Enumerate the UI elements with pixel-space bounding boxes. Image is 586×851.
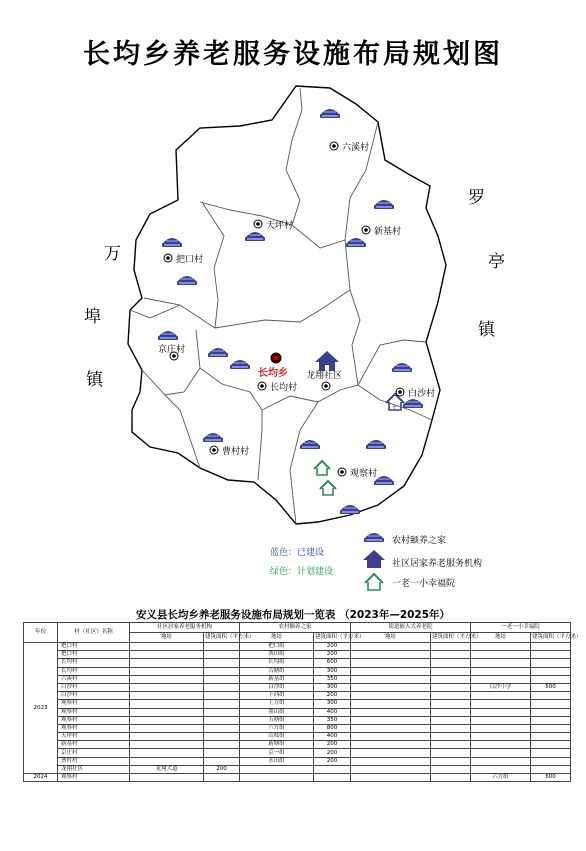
table-cell — [531, 749, 571, 757]
table-cell — [130, 716, 204, 724]
subheader: 地址 — [351, 633, 431, 643]
table-cell: 200 — [314, 651, 351, 659]
village-cell: 新基村 — [58, 741, 130, 749]
table-cell: 古塘组 — [240, 667, 314, 675]
village-pin — [164, 254, 172, 262]
table-cell — [351, 774, 431, 782]
table-header-row — [24, 623, 571, 633]
table-cell: 新塘组 — [240, 741, 314, 749]
table-cell — [431, 643, 471, 651]
header-group: 社区居家养老服务机构 — [130, 623, 240, 633]
table-cell — [431, 700, 471, 708]
table-cell — [471, 659, 531, 667]
table-cell — [204, 733, 240, 741]
subheader: 建筑面积（平方米） — [431, 633, 471, 643]
table-cell — [204, 651, 240, 659]
township-seat-marker — [271, 353, 281, 363]
table-cell — [471, 692, 531, 700]
village-pin — [330, 142, 338, 150]
table-cell — [351, 716, 431, 724]
table-cell — [431, 724, 471, 732]
village-pin — [338, 468, 346, 476]
table-row — [24, 765, 571, 773]
legend-label-rural-elderly-home: 农村颐养之家 — [392, 536, 447, 546]
table-cell: 350 — [314, 716, 351, 724]
table-cell: 400 — [314, 733, 351, 741]
table-cell — [351, 659, 431, 667]
subheader: 建筑面积（平方米） — [314, 633, 351, 643]
table-cell — [130, 757, 204, 765]
village-label-changjun: 长均村 — [270, 383, 298, 393]
table-cell — [471, 733, 531, 741]
table-row — [24, 692, 571, 700]
table-cell — [204, 724, 240, 732]
table-cell: 350 — [314, 675, 351, 683]
table-cell — [130, 692, 204, 700]
legend-label-one-old-one-young: 一老一小幸福院 — [392, 579, 456, 589]
table-cell — [130, 683, 204, 691]
village-pin — [322, 382, 330, 390]
table-cell — [531, 724, 571, 732]
table-cell — [204, 774, 240, 782]
table-cell — [130, 708, 204, 716]
table-cell — [531, 708, 571, 716]
table-cell — [431, 749, 471, 757]
table-cell — [130, 659, 204, 667]
table-cell — [531, 667, 571, 675]
table-cell — [130, 749, 204, 757]
legend-planned: 绿色：计划建设 — [270, 567, 334, 577]
year-cell: 2023 — [24, 643, 58, 774]
table-cell — [431, 708, 471, 716]
table-cell — [351, 651, 431, 659]
table-cell — [351, 733, 431, 741]
table-cell — [351, 675, 431, 683]
table-cell — [130, 724, 204, 732]
village-cell: 曹村村 — [58, 757, 130, 765]
village-cell: 观察村 — [58, 708, 130, 716]
table-row — [24, 724, 571, 732]
table-cell: 500 — [531, 683, 571, 691]
village-cell: 白沙村 — [58, 683, 130, 691]
township-seat-label: 长均乡 — [258, 368, 288, 379]
table-cell — [351, 667, 431, 675]
table-cell — [204, 675, 240, 683]
table-cell — [471, 757, 531, 765]
table-cell — [351, 765, 431, 773]
facility-table — [23, 622, 582, 782]
table-cell: 200 — [314, 749, 351, 757]
legend-label-community-care: 社区居家养老服务机构 — [392, 559, 483, 569]
village-label-jingzhuang: 京庄村 — [158, 345, 186, 355]
table-cell — [204, 749, 240, 757]
table-cell — [531, 659, 571, 667]
table-cell: 下西组 — [240, 692, 314, 700]
table-cell: 上方组 — [240, 700, 314, 708]
table-row — [24, 651, 571, 659]
village-cell: 长均村 — [58, 667, 130, 675]
table-cell — [531, 675, 571, 683]
table-row — [24, 708, 571, 716]
table-cell — [130, 700, 204, 708]
table-cell — [471, 765, 531, 773]
table-cell: 200 — [314, 741, 351, 749]
legend-built: 蓝色：已建设 — [270, 548, 325, 558]
village-cell: 京庄村 — [58, 749, 130, 757]
table-cell — [431, 667, 471, 675]
township-boundary — [128, 86, 446, 524]
table-cell — [471, 741, 531, 749]
table-row — [24, 659, 571, 667]
year-cell: 2024 — [24, 774, 58, 782]
table-cell — [204, 667, 240, 675]
table-row — [24, 700, 571, 708]
table-cell — [204, 659, 240, 667]
table-cell — [431, 757, 471, 765]
svg-text:+: + — [392, 404, 398, 411]
table-cell: 京一组 — [240, 749, 314, 757]
village-label-caocun: 曹村村 — [222, 447, 250, 457]
table-cell — [471, 749, 531, 757]
table-cell — [431, 659, 471, 667]
table-row — [24, 741, 571, 749]
table-cell: 300 — [314, 667, 351, 675]
village-cell: 长均村 — [58, 659, 130, 667]
table-row — [24, 716, 571, 724]
village-cell: 观察村 — [58, 774, 130, 782]
table-row — [24, 643, 571, 651]
village-cell: 观察村 — [58, 716, 130, 724]
table-cell: 山枝组 — [240, 733, 314, 741]
village-cell: 观察村 — [58, 700, 130, 708]
table-cell: 水田组 — [240, 757, 314, 765]
table-row — [24, 774, 571, 782]
table-row — [24, 667, 571, 675]
table-cell — [431, 733, 471, 741]
table-cell — [431, 692, 471, 700]
neighbor-east-3: 镇 — [478, 320, 495, 340]
neighbor-east-2: 亭 — [488, 252, 505, 272]
table-cell — [471, 708, 531, 716]
subheader: 建筑面积（平方米） — [204, 633, 240, 643]
table-cell — [204, 757, 240, 765]
village-cell: 把口村 — [58, 643, 130, 651]
table-cell — [240, 774, 314, 782]
table-cell: 西田组 — [240, 651, 314, 659]
table-cell — [471, 667, 531, 675]
table-row — [24, 757, 571, 765]
table-cell — [431, 741, 471, 749]
table-cell: 200 — [314, 692, 351, 700]
village-cell: 把口村 — [58, 651, 130, 659]
table-cell — [431, 683, 471, 691]
table-cell — [471, 716, 531, 724]
header-village: 村（社区）名称 — [58, 623, 130, 643]
table-cell — [351, 683, 431, 691]
village-label-tianping: 天坪村 — [266, 221, 294, 231]
table-cell: 新基组 — [240, 675, 314, 683]
table-cell — [431, 675, 471, 683]
table-cell — [531, 643, 571, 651]
table-cell — [130, 774, 204, 782]
table-cell — [531, 741, 571, 749]
table-cell: 白沙组 — [240, 683, 314, 691]
table-cell — [471, 675, 531, 683]
table-cell — [351, 708, 431, 716]
village-label-bakou: 把口村 — [176, 255, 204, 265]
table-cell — [431, 765, 471, 773]
table-cell — [314, 765, 351, 773]
table-cell: 墨山组 — [240, 708, 314, 716]
village-cell: 天坪村 — [58, 733, 130, 741]
table-cell: 400 — [314, 708, 351, 716]
table-title: 安义县长均乡养老服务设施布局规划一览表 （2023年—2025年） — [135, 609, 451, 621]
header-group: 街道嵌入式养老院 — [351, 623, 471, 633]
table-cell — [204, 643, 240, 651]
table-cell — [351, 700, 431, 708]
subheader: 地址 — [471, 633, 531, 643]
table-cell: 300 — [314, 700, 351, 708]
table-body — [24, 643, 571, 782]
table-cell — [531, 716, 571, 724]
table-cell — [130, 741, 204, 749]
village-label-guancha: 观察村 — [350, 469, 378, 479]
table-cell — [130, 651, 204, 659]
table-row — [24, 749, 571, 757]
table-cell — [431, 716, 471, 724]
table-cell — [471, 700, 531, 708]
table-cell — [204, 692, 240, 700]
village-pin — [254, 220, 262, 228]
header-group: 一老一小幸福院 — [471, 623, 571, 633]
village-label-longxiang: 龙翔社区 — [306, 371, 343, 381]
header-year: 年份 — [24, 623, 58, 643]
table-cell — [351, 724, 431, 732]
table-row — [24, 675, 571, 683]
village-pin — [258, 382, 266, 390]
village-label-xinji: 新基村 — [374, 227, 402, 237]
table-cell — [431, 774, 471, 782]
table-cell — [130, 667, 204, 675]
subheader: 地址 — [130, 633, 204, 643]
table-cell: 600 — [531, 774, 571, 782]
legend-rural-elderly-home-icon — [364, 533, 384, 542]
table-cell: 长均组 — [240, 659, 314, 667]
village-pin — [362, 226, 370, 234]
table-cell — [531, 733, 571, 741]
table-cell — [240, 765, 314, 773]
table-cell: 六方组 — [240, 724, 314, 732]
table-cell — [351, 643, 431, 651]
table-cell — [351, 749, 431, 757]
table-cell: 把口组 — [240, 643, 314, 651]
table-cell: 600 — [314, 659, 351, 667]
subheader: 建筑面积（平方米） — [531, 633, 571, 643]
subheader: 地址 — [240, 633, 314, 643]
table-cell — [431, 651, 471, 659]
table-cell: 五塘组 — [240, 716, 314, 724]
table-cell — [204, 708, 240, 716]
table-cell — [351, 757, 431, 765]
table-cell — [351, 692, 431, 700]
table-cell — [471, 724, 531, 732]
legend-one-old-one-young-icon — [365, 574, 383, 590]
table-row — [24, 733, 571, 741]
header-group: 农村颐养之家 — [240, 623, 351, 633]
village-cell: 六溪村 — [58, 675, 130, 683]
village-pin — [396, 388, 404, 396]
table-cell: 龙翔大道 — [130, 765, 204, 773]
table-cell — [471, 651, 531, 659]
table-cell — [531, 692, 571, 700]
map-title: 长均乡养老服务设施布局规划图 — [83, 39, 503, 70]
village-pin — [210, 446, 218, 454]
table-cell — [130, 733, 204, 741]
table-cell — [531, 700, 571, 708]
table-cell — [204, 716, 240, 724]
neighbor-west-2: 埠 — [84, 307, 101, 327]
table-row — [24, 683, 571, 691]
village-cell: 白沙村 — [58, 692, 130, 700]
table-cell — [531, 651, 571, 659]
legend-community-care-house-icon — [363, 550, 385, 568]
table-cell: 200 — [204, 765, 240, 773]
table-cell: 200 — [314, 757, 351, 765]
neighbor-east-1: 罗 — [468, 188, 485, 208]
table-cell — [531, 765, 571, 773]
neighbor-west-1: 万 — [104, 244, 121, 264]
table-cell: 白沙小学 — [471, 683, 531, 691]
table-cell — [314, 774, 351, 782]
neighbor-west-3: 镇 — [86, 370, 103, 390]
table-cell: 六方组 — [471, 774, 531, 782]
table-cell — [204, 741, 240, 749]
village-cell: 观察村 — [58, 724, 130, 732]
table-cell — [531, 757, 571, 765]
village-label-liuxi: 六溪村 — [342, 143, 370, 153]
table-cell — [130, 643, 204, 651]
table-cell: 300 — [314, 683, 351, 691]
village-cell: 龙翔社区 — [58, 765, 130, 773]
table-cell — [351, 741, 431, 749]
table-cell — [204, 700, 240, 708]
village-label-baisha: 白沙村 — [408, 389, 436, 399]
table-cell — [130, 675, 204, 683]
table-cell: 800 — [314, 724, 351, 732]
table-cell: 200 — [314, 643, 351, 651]
table-cell — [204, 683, 240, 691]
table-cell — [471, 643, 531, 651]
